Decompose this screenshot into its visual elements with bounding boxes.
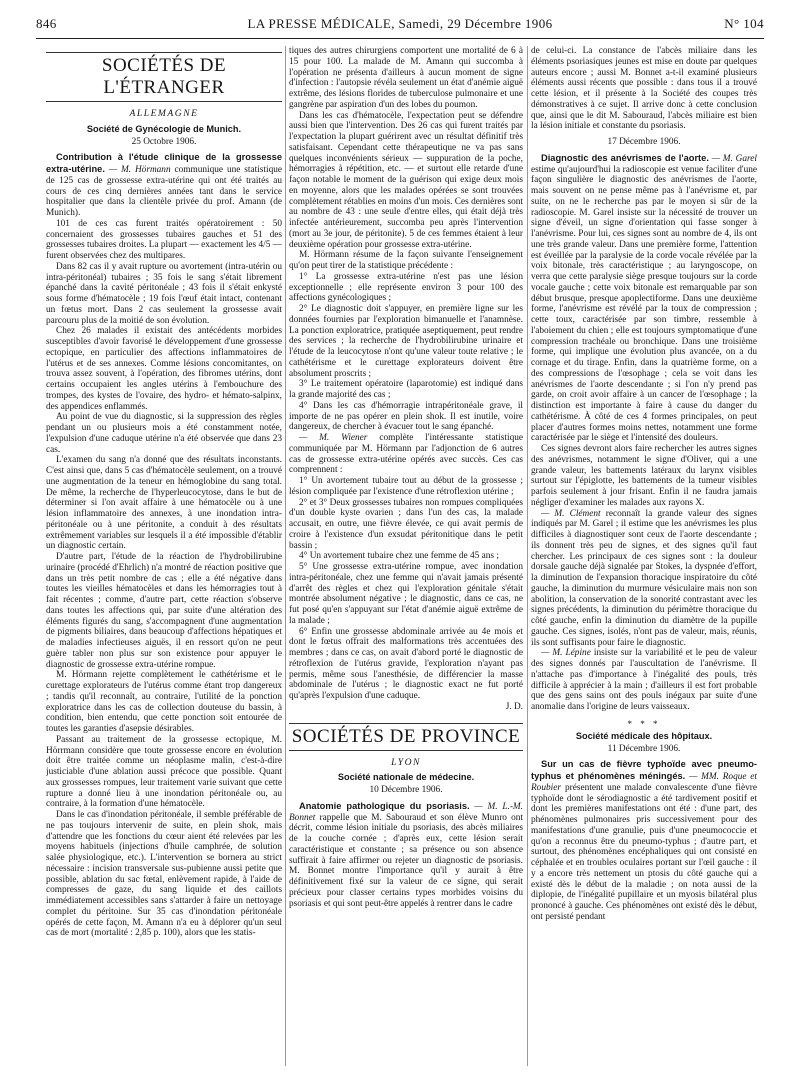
- paragraph-text: insiste sur la variabilité et le peu de valeur des signes donnés par l'auscultation de l'anévrisme. Il n'attache pas d'importance à l'inégalité des pouls, très difficile à apprécier à la main ; d'ailleurs il est fort probable que des gens sains ont des pouls inégaux par suite d'une anomalie dans l'origine de leurs vaisseaux.: [531, 648, 757, 712]
- paragraph: tiques des autres chirurgiens comportent une mortalité de 6 à 15 pour 100. La malade de M. Amann qui succomba à l'opération ne présenta d'ailleurs à aucun moment de signe d'infection : l'autopsie révéla seulement un état d'anémie aiguë extrême, des lésions florides de tuberculose pulmonaire et une gangrène par aspiration d'un des lobes du poumon.: [289, 46, 523, 110]
- running-header: [36, 16, 764, 34]
- paragraph-text: complète l'intéressante statistique communiquée par M. Hörmann par l'adjonction de 6 autres cas de grossesse extra-utérine opérés avec succès. Ces cas comprennent :: [289, 433, 523, 476]
- paragraph: 1° Un avortement tubaire tout au début de la grossesse ; lésion compliquée par l'existence d'une rétroflexion utérine ;: [289, 476, 523, 497]
- paragraph-text: communique une statistique de 125 cas de grossesse extra-utérine qui ont été traités au cours de ces cinq dernières années tant dans le service hospitalier que dans la clientèle privée du prof. Amann (de Munich).: [46, 165, 282, 218]
- paragraph: Dans le cas d'inondation péritonéale, il semble préférable de ne pas toujours intervenir de suite, en plein shok, mais d'attendre que les fonctions du cœur aient été relevées par les moyens habituels (injections d'huile camphrée, de solution salée physiologique, etc.). L'intervention se bornera au strict nécessaire : incision transversale sus-pubienne aussi petite que possible, ablation du sac fœtal, enlèvement rapide, à l'aide de compresses de gaze, du sang liquide et des caillots immédiatement accessibles sans s'attarder à faire un nettoyage complet du péritoine. Sur 35 cas d'inondation péritonéale opérés de cette façon, M. Amann n'a eu à déplorer qu'un seul cas de mort (mortalité : 2,85 p. 100), alors que les statis-: [46, 810, 282, 939]
- society-heading: Société nationale de médecine.: [337, 772, 475, 783]
- society-heading: Société de Gynécologie de Munich.: [86, 123, 242, 134]
- article-author: — M. L.-M. Bonnet: [289, 801, 523, 823]
- article-author: — MM. Roque et Roubier: [531, 772, 757, 793]
- article-paragraph: [531, 153, 757, 444]
- paragraph: 5° Une grossesse extra-utérine rompue, avec inondation intra-péritonéale, chez une femme qui n'avait jamais présenté d'arrêt des règles et chez qui l'exploration génitale s'était montrée absolument négative ; le diagnostic, dans ce cas, ne fut posé qu'en s'appuyant sur l'état d'anémie aiguë extrême de la malade ;: [289, 562, 523, 626]
- session-date: 10 Décembre 1906.: [369, 785, 443, 795]
- article-author: — M. Clément: [541, 508, 601, 519]
- session-date: 17 Décembre 1906.: [607, 137, 681, 147]
- paragraph: 1° La grossesse extra-utérine n'est pas une lésion exceptionnelle ; elle représente environ 3 pour 100 des affections gynécologiques ;: [289, 271, 523, 304]
- article-title: Sur un cas de fièvre typhoïde avec pneumo-typhus et phénomènes méningés.: [531, 759, 757, 781]
- paragraph: 101 de ces cas furent traités opératoirement : 50 concernaient des grossesses tubaires gauches et 51 des grossesses tubaires droites. La plupart — exactement les 4/5 — furent observées chez des multipares.: [46, 218, 282, 261]
- issue-number: N° 104: [724, 16, 764, 31]
- journal-title: LA PRESSE MÉDICALE, Samedi, 29 Décembre 1906: [247, 16, 553, 31]
- paragraph: L'examen du sang n'a donné que des résultats inconstants. C'est ainsi que, dans 5 cas d'hématocèle seulement, on a trouvé une augmentation de la teneur en hémoglobine du sang total. De même, la recherche de l'hyperleucocytose, dans le but de déterminer si l'on avait affaire à une hématocèle ou à une lésion inflammatoire des annexes, à une inondation intra-péritonéale ou à une péritonite, a conduit à des résultats extrêmement variables sur lesquels il a été impossible d'établir un diagnostic certain.: [46, 455, 282, 552]
- article-author: — M. Garel: [711, 153, 757, 164]
- section-title: SOCIÉTÉS DE L'ÉTRANGER: [46, 52, 282, 102]
- paragraph: 6° Enfin une grossesse abdominale arrivée au 4e mois et dont le fœtus offrait des malformations très accentuées des membres ; dans ce cas, on avait d'abord porté le diagnostic de rétroflexion de l'utérus gravide, l'exploration n'ayant pas permis, même sous l'anesthésie, de différencier la masse abdominale de l'utérus ; le diagnostic exact ne fut porté qu'après l'expulsion d'une caduque.: [289, 626, 523, 701]
- paragraph: Passant au traitement de la grossesse ectopique, M. Hörrmann considère que toute grossesse encore en évolution doit être traitée comme un néoplasme malin, c'est-à-dire justiciable d'une ablation aussi précoce que possible. Quant aux grossesses rompues, leur traitement varie suivant que cette rupture a donné lieu à une inondation péritonéale ou, au contraire, à la formation d'une hématocèle.: [46, 734, 282, 810]
- city-heading: LYON: [391, 756, 421, 768]
- article-paragraph: [531, 648, 757, 713]
- paragraph: Chez 26 malades il existait des antécédents morbides susceptibles d'avoir favorisé le développement d'une grossesse ectopique, en particulier des affections inflammatoires de l'utérus et de ses annexes. Comme lésions concomitantes, on trouva assez souvent, à l'opération, des fibromes utérins, dont certains occupaient les angles utérins à l'embouchure des trompes, des kystes de l'ovaire, des hydro- et hémato-salpinx, des appendices enflammés.: [46, 326, 282, 412]
- section-separator-asterisks: * * *: [627, 718, 661, 729]
- article-title: Contribution à l'étude clinique de la grossesse extra-utérine.: [46, 152, 282, 174]
- paragraph-text: estime qu'aujourd'hui la radioscopie est venue faciliter d'une façon singulière le diagnostic des anévrismes de l'aorte, mais souvent on ne pense même pas à l'anévrisme et, par suite, on ne le recherche pas par le moyen si sûr de la radioscopie. M. Garel insiste sur la nécessité de trouver un signe d'éveil, un signe d'orientation qui fasse songer à l'anévrisme. Pour lui, ces signes sont au nombre de 4, ils ont une très grande valeur. Dans une première forme, l'attention est éveillée par la paralysie de la corde vocale révélée par la voix bitonale, très caractéristique ; au laryngoscope, on verra que cette paralysie siège presque toujours sur la corde vocale gauche ; cette voix bitonale est remarquable par son début brusque, presque apoplectiforme. Dans une deuxième forme, l'anévrisme est révélé par la toux de compression ; cette toux, caractérisée par son timbre, ressemble à l'aboiement du chien ; elle est toujours symptomatique d'une compression trachéale ou bronchique. Dans une troisième forme, qui implique une évolution plus avancée, on a du cornage et du tirage. Enfin, dans la quatrième forme, on a des compressions de l'œsophage ; cela se voit dans les anévrismes de l'aorte descendante ; si l'on n'y prend pas garde, on croit avoir affaire à un cancer de l'œsophage ; la distinction est importante à faire à cause du danger du cathétérisme. À côté de ces 4 formes principales, on peut placer d'autres formes moins nettes, notamment une forme caractérisée par le siège et l'intensité des douleurs.: [531, 164, 757, 444]
- article-author: — M. Hörmann: [108, 165, 171, 175]
- column-1: [46, 46, 282, 1066]
- column-2: [289, 46, 523, 1066]
- paragraph: 2° et 3° Deux grossesses tubaires non rompues compliquées d'un double kyste ovarien ; dans l'un des cas, la malade accusait, en outre, une fièvre élevée, ce qui avait permis de croire à l'existence d'un exsudat péritonitique dans le petit bassin ;: [289, 497, 523, 551]
- session-date: 11 Décembre 1906.: [607, 743, 681, 754]
- article-paragraph: [531, 759, 757, 922]
- header-rule: [36, 38, 764, 39]
- paragraph: 4° Dans les cas d'hémorragie intrapéritonéale grave, il importe de ne pas opérer en plein shok. Il est inutile, voire dangereux, de chercher à évacuer tout le sang épanché.: [289, 400, 523, 433]
- paragraph: D'autre part, l'étude de la réaction de l'hydrobilirubine urinaire (procédé d'Ehrlich) n'a montré de réaction positive que dans un très petit nombre de cas ; elle a été négative dans toutes les vieilles hématocèles et dans les hémorragies tout à fait récentes ; comme, d'autre part, cette réaction s'observe dans toutes les affections qui, par suite d'une altération des éléments figurés du sang, s'accompagnent d'une augmentation de pigments biliaires, dans beaucoup d'affections hépatiques et de maladies infectieuses aiguës, il en ressort qu'on ne peut guère tabler non plus sur son existence pour appuyer le diagnostic de grossesse extra-utérine rompue.: [46, 552, 282, 670]
- page-number: 846: [36, 16, 57, 31]
- paragraph: 3° Le traitement opératoire (laparotomie) est indiqué dans la grande majorité des cas ;: [289, 379, 523, 400]
- paragraph: Dans 82 cas il y avait rupture ou avortement (intra-utérin ou intra-péritonéal) tubaires ; 35 fois le sang s'était librement épanché dans la cavité péritonéale ; 43 fois il s'était enkysté sous forme d'hématocèle ; 19 fois l'œuf était intact, contenant un fœtus mort. Dans 2 cas seulement la grossesse avait parcouru plus de la moitié de son évolution.: [46, 261, 282, 326]
- paragraph-text: rappelle que M. Sabouraud et son élève Munro ont décrit, comme lésion initiale du psoriasis, des abcès miliaires de la couche cornée ; d'après eux, cette lésion serait caractéristique et constante ; sa présence ou son absence suffirait à faire affirmer ou rejeter un diagnostic de psoriasis. M. Bonnet montre l'importance qu'il y aurait à être définitivement fixé sur la valeur de ce signe, qui serait précieux pour classer certains types morbides voisins du psoriasis et qui sont peut-être appelés à rentrer dans le cadre: [289, 812, 523, 909]
- paragraph: Au point de vue du diagnostic, si la suppression des règles pendant un ou plusieurs mois a été constamment notée, l'expulsion d'une caduque utérine n'a été observée que dans 23 cas.: [46, 412, 282, 455]
- section-title: SOCIÉTÉS DE PROVINCE: [289, 723, 523, 751]
- society-heading: Société médicale des hôpitaux.: [575, 730, 713, 741]
- article-author: — M. Wiener: [299, 433, 368, 443]
- session-date: 25 Octobre 1906.: [131, 136, 197, 147]
- column-divider: [285, 46, 286, 1066]
- paragraph: M. Hörmann rejette complètement le cathétérisme et le curettage explorateurs de l'utérus comme étant trop dangereux ; tandis qu'il reconnaît, au contraire, l'utilité de la ponction exploratrice dans les cas de collection douteuse du bassin, à condition, bien entendu, que cette ponction soit entourée de toutes les garanties d'asepsie désirables.: [46, 670, 282, 734]
- paragraph: de celui-ci. La constance de l'abcès miliaire dans les éléments psoriasiques jeunes est mise en doute par quelques auteurs encore ; aussi M. Bonnet a-t-il examiné plusieurs éléments aussi récents que possible : dans tous il a trouvé cette lésion, et il présente à la Société des coupes très démonstratives à ce sujet. Il arrive donc à cette conclusion que, ainsi que le dit M. Sabouraud, l'abcès miliaire est bien la lésion initiale et constante du psoriasis.: [531, 46, 757, 132]
- article-paragraph: [46, 152, 282, 219]
- paragraph: Dans les cas d'hématocèle, l'expectation peut se défendre aussi bien que l'intervention. Des 26 cas qui furent traités par l'expectation la plupart guérirent avec un résultat définitif très satisfaisant. Cependant cette thérapeutique ne va pas sans quelques inconvénients sérieux — suppuration de la poche, hémorragies à répétition, etc. — et surtout elle retarde d'une façon notable le moment de la guérison qui exige deux mois en moyenne, alors que les malades opérées se sont trouvées complètement rétablies en moins d'un mois. Ces dernières sont au nombre de 43 : une seule d'entre elles, qui était déjà très infectée antérieurement, succomba peu après l'intervention (mort au 3e jour, de péritonite). 5 de ces femmes étaient à leur deuxième opération pour grossesse extra-utérine.: [289, 110, 523, 250]
- article-title: Anatomie pathologique du psoriasis.: [299, 800, 470, 811]
- paragraph: Ces signes devront alors faire rechercher les autres signes des anévrismes, notamment le signe d'Oliver, qui a une grande valeur, les battements latéraux du larynx visibles surtout sur l'épiglotte, les battements de la tumeur visibles parfois seulement à jour frisant. Enfin il ne faudra jamais négliger d'examiner les malades aux rayons X.: [531, 444, 757, 508]
- country-heading: ALLEMAGNE: [129, 108, 199, 119]
- paragraph-text: présentent une malade convalescente d'une fièvre typhoïde dont le sérodiagnostic a été tardivement positif et dont les premières manifestations ont été : d'une part, des phénomènes pulmonaires pris successivement pour des manifestations d'une granulie, puis d'une pneumococcie et qu'on a reconnus être du pneumo-typhus ; d'autre part, et surtout, des phénomènes encéphaliques qui ont consisté en céphalée et en troubles oculaires portant sur l'œil gauche : il y a encore très nettement un ptosis du côté gauche qui a existé dès le début de la maladie ; on nota aussi de la diplopie, de l'inégalité pupillaire et un myosis bilatéral plus prononcé à gauche. Ces phénomènes ont existé dès le début, ont persisté pendant: [531, 782, 757, 922]
- article-title: Diagnostic des anévrismes de l'aorte.: [541, 152, 709, 163]
- article-paragraph: [289, 801, 523, 910]
- article-paragraph: [531, 509, 757, 649]
- paragraph: 2° Le diagnostic doit s'appuyer, en première ligne sur les données fournies par l'exploration bimanuelle et l'anamnèse. La ponction exploratrice, pratiquée aseptiquement, peut rendre des services ; la recherche de l'hydrobilirubine urinaire et l'étude de la leucocytose n'ont qu'une valeur toute relative ; le cathétérisme et le curettage explorateurs doivent être absolument proscrits ;: [289, 304, 523, 379]
- column-divider: [527, 46, 528, 1066]
- article-paragraph: [289, 433, 523, 476]
- paragraph: 4° Un avortement tubaire chez une femme de 45 ans ;: [299, 551, 499, 562]
- paragraph: M. Hörmann résume de la façon suivante l'enseignement qu'on peut tirer de la statistique précédente :: [289, 250, 523, 271]
- column-3: [531, 46, 757, 1066]
- article-author: — M. Lépine: [541, 648, 591, 659]
- paragraph-text: reconnaît la grande valeur des signes indiqués par M. Garel ; il estime que les anévrismes les plus difficiles à diagnostiquer sont ceux de l'aorte descendante ; ils donnent très peu de signes, et des signes qu'il faut chercher. Les principaux de ces signes sont : la douleur dorsale gauche déjà signalée par Stokes, la dyspnée d'effort, la diminution de l'expansion thoracique inspiratoire du côté gauche, la diminution du murmure vésiculaire mais non son abolition, la conservation de la sonorité contrastant avec les signes précédents, la diminution du périmètre thoracique du côté gauche, enfin la diminution du diamètre de la pupille gauche. Ces signes, isolés, n'ont pas de valeur, mais, réunis, ils sont suffisants pour faire le diagnostic.: [531, 508, 757, 648]
- signature: J. D.: [505, 701, 523, 712]
